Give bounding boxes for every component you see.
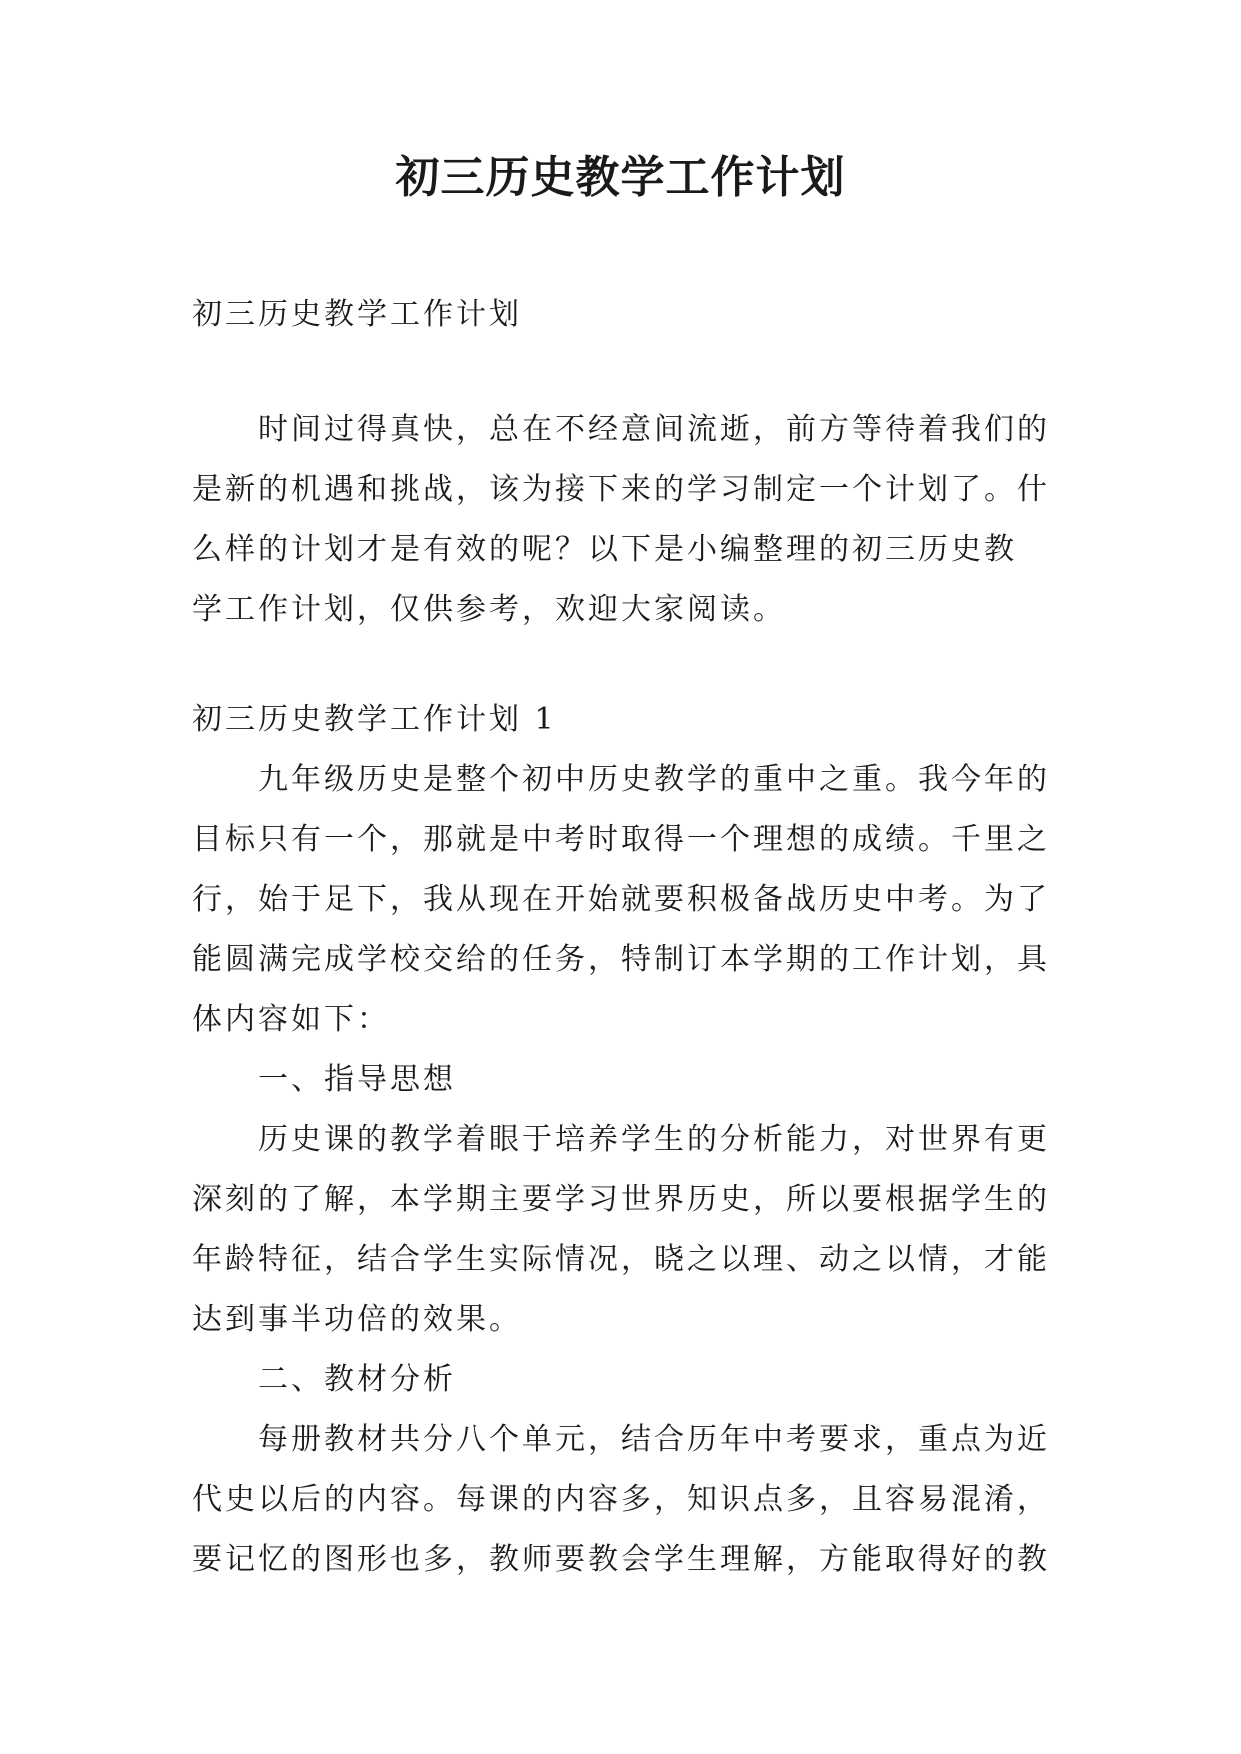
subtitle-line: 初三历史教学工作计划 (192, 297, 522, 332)
paragraph-line: 年龄特征，结合学生实际情况，晓之以理、动之以情，才能 (192, 1242, 1050, 1277)
paragraph-line: 能圆满完成学校交给的任务，特制订本学期的工作计划，具 (192, 942, 1050, 977)
subheading-guiding-thought: 一、指导思想 (258, 1062, 456, 1097)
document-title: 初三历史教学工作计划 (395, 152, 846, 203)
paragraph-line: 要记忆的图形也多，教师要教会学生理解，方能取得好的教 (192, 1542, 1050, 1577)
intro-line: 么样的计划才是有效的呢？以下是小编整理的初三历史教 (192, 532, 1017, 567)
section-heading: 初三历史教学工作计划 1 (192, 702, 557, 737)
paragraph-line: 九年级历史是整个初中历史教学的重中之重。我今年的 (258, 762, 1050, 797)
paragraph-line: 目标只有一个，那就是中考时取得一个理想的成绩。千里之 (192, 822, 1050, 857)
paragraph-line: 深刻的了解，本学期主要学习世界历史，所以要根据学生的 (192, 1182, 1050, 1217)
intro-line: 学工作计划，仅供参考，欢迎大家阅读。 (192, 592, 786, 627)
intro-paragraph (192, 400, 1052, 640)
paragraph-line: 代史以后的内容。每课的内容多，知识点多，且容易混淆， (192, 1482, 1050, 1517)
paragraph-line: 行，始于足下，我从现在开始就要积极备战历史中考。为了 (192, 882, 1050, 917)
paragraph-line: 历史课的教学着眼于培养学生的分析能力，对世界有更 (258, 1122, 1050, 1157)
paragraph-line: 每册教材共分八个单元，结合历年中考要求，重点为近 (258, 1422, 1050, 1457)
intro-line: 是新的机遇和挑战，该为接下来的学习制定一个计划了。什 (192, 472, 1050, 507)
subheading-textbook-analysis: 二、教材分析 (258, 1362, 456, 1397)
paragraph-line: 体内容如下： (192, 1002, 390, 1037)
intro-line: 时间过得真快，总在不经意间流逝，前方等待着我们的 (258, 412, 1050, 447)
plan-section-1 (192, 690, 1052, 1590)
paragraph-line: 达到事半功倍的效果。 (192, 1302, 522, 1337)
document-subtitle (192, 285, 1052, 345)
